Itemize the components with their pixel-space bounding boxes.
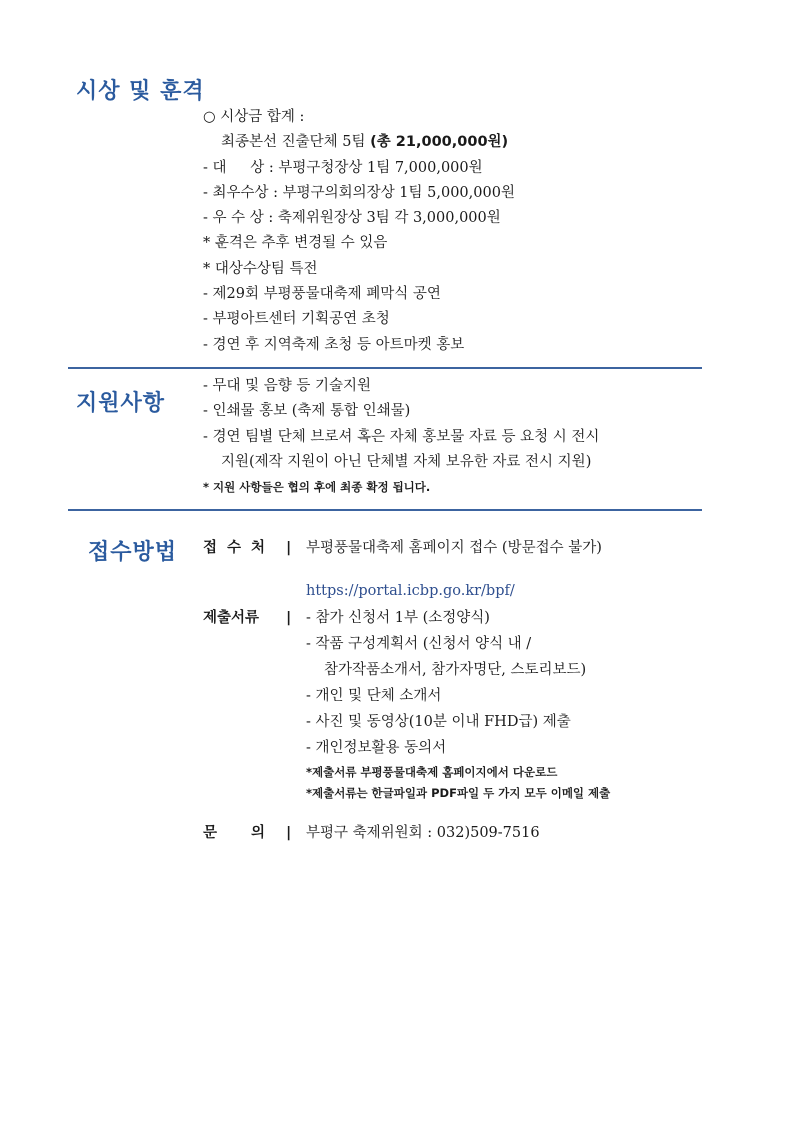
apply-heading: 접수방법 xyxy=(88,540,178,565)
document-item: 참가작품소개서, 참가자명단, 스토리보드) xyxy=(324,662,587,678)
document-item: - 작품 구성계획서 (신청서 양식 내 / xyxy=(306,636,532,652)
label-char: 수 xyxy=(226,540,241,556)
documents-row xyxy=(203,710,723,735)
inquiry-row xyxy=(203,821,723,846)
support-tech: - 무대 및 음향 등 기술지원 xyxy=(203,378,372,394)
award-total-line xyxy=(203,130,515,155)
documents-note: *제출서류 부평풍물대축제 홈페이지에서 다운로드 xyxy=(306,765,558,779)
label-char: 제출서류 xyxy=(203,610,260,626)
reception-url-link[interactable]: https://portal.icbp.go.kr/bpf/ xyxy=(306,583,515,599)
awards-list xyxy=(203,105,515,358)
award-benefit-artmarket: - 경연 후 지역축제 초청 등 아트마켓 홍보 xyxy=(203,336,465,353)
award-benefit-closing: - 제29회 부평풍물대축제 폐막식 공연 xyxy=(203,286,441,303)
support-list xyxy=(203,374,599,500)
label-char: 접 xyxy=(203,540,218,556)
award-excellence-prize: - 최우수상 : 부평구의회의장상 1팀 5,000,000원 xyxy=(203,184,515,201)
inquiry-value: 부평구 축제위원회 : 032)509-7516 xyxy=(306,825,540,841)
reception-row xyxy=(203,536,723,561)
award-note-benefits: * 대상수상팀 특전 xyxy=(203,260,318,277)
award-note-change: * 훈격은 추후 변경될 수 있음 xyxy=(203,235,388,252)
award-total-label: ○ 시상금 합계 : xyxy=(203,109,305,125)
support-print: - 인쇄물 홍보 (축제 통합 인쇄물) xyxy=(203,403,411,420)
section-divider xyxy=(68,367,702,369)
documents-note-row xyxy=(203,781,723,806)
row-separator: | xyxy=(286,825,292,841)
document-item: - 개인 및 단체 소개서 xyxy=(306,688,442,704)
row-separator: | xyxy=(286,610,292,626)
row-separator: | xyxy=(286,540,292,556)
support-note: * 지원 사항들은 협의 후에 최종 확정 됩니다. xyxy=(203,480,431,495)
award-merit-prize: - 우 수 상 : 축제위원장상 3팀 각 3,000,000원 xyxy=(203,210,501,227)
award-benefit-artcenter: - 부평아트센터 기획공연 초청 xyxy=(203,311,390,328)
support-display-cont: 지원(제작 지원이 아닌 단체별 자체 보유한 자료 전시 지원) xyxy=(221,453,592,470)
document-item: - 개인정보활용 동의서 xyxy=(306,740,447,756)
documents-row xyxy=(203,606,723,631)
label-char: 의 xyxy=(250,825,265,841)
award-total-amount: (총 21,000,000원) xyxy=(370,134,509,151)
award-finalists: 최종본선 진출단체 5팀 xyxy=(221,134,366,151)
support-display: - 경연 팀별 단체 브로셔 혹은 자체 홍보물 자료 등 요청 시 전시 xyxy=(203,428,600,445)
reception-url-row xyxy=(203,579,723,604)
awards-heading: 시상 및 훈격 xyxy=(76,79,205,104)
inquiry-label xyxy=(203,821,265,846)
label-char: 문 xyxy=(203,825,218,841)
documents-row xyxy=(203,684,723,709)
documents-row xyxy=(203,632,723,657)
award-grand-prize: - 대 상 : 부평구청장상 1팀 7,000,000원 xyxy=(203,159,483,176)
support-heading: 지원사항 xyxy=(76,391,166,416)
documents-label xyxy=(203,606,265,631)
document-item: - 참가 신청서 1부 (소정양식) xyxy=(306,610,490,626)
label-char: 처 xyxy=(250,540,265,556)
reception-value: 부평풍물대축제 홈페이지 접수 (방문접수 불가) xyxy=(306,540,602,556)
documents-row xyxy=(203,736,723,761)
documents-row xyxy=(203,658,723,683)
section-divider xyxy=(68,509,702,511)
reception-label xyxy=(203,536,265,561)
documents-note: *제출서류는 한글파일과 PDF파일 두 가지 모두 이메일 제출 xyxy=(306,786,611,800)
document-item: - 사진 및 동영상(10분 이내 FHD급) 제출 xyxy=(306,714,571,730)
